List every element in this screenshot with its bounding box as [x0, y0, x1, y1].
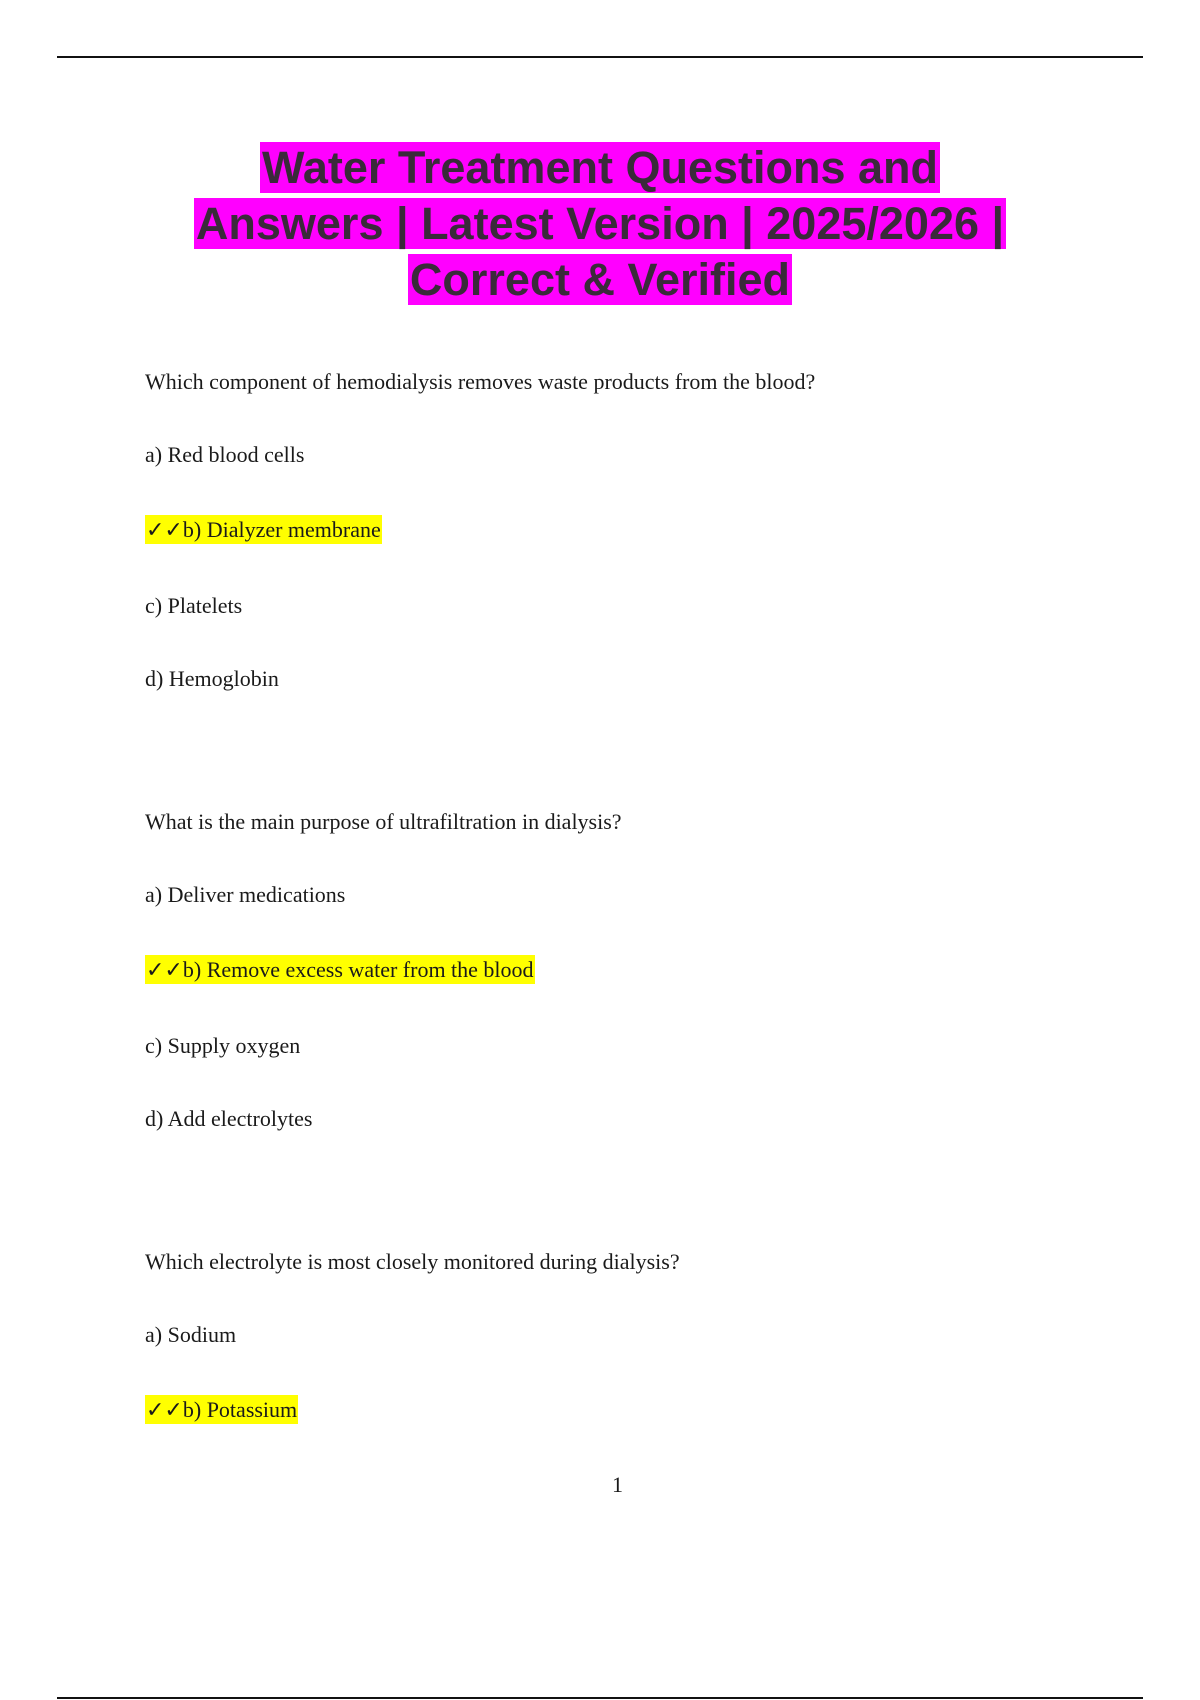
question-2-option-b — [145, 955, 535, 986]
correct-answer-highlight — [145, 515, 382, 544]
question-1-option-b — [145, 515, 382, 546]
answer-text: b) Potassium — [182, 1397, 298, 1422]
double-check-icon: ✓✓ — [146, 1398, 183, 1423]
question-1-option-a: a) Red blood cells — [145, 442, 305, 467]
correct-answer-highlight — [145, 1395, 298, 1424]
title-line-1: Water Treatment Questions and — [262, 142, 938, 193]
double-check-icon: ✓✓ — [146, 958, 183, 983]
header-rule — [57, 56, 1143, 58]
question-2-option-c: c) Supply oxygen — [145, 1033, 301, 1058]
footer-rule — [57, 1697, 1143, 1699]
question-1-option-c: c) Platelets — [145, 593, 243, 618]
question-2: What is the main purpose of ultrafiltration in dialysis? — [145, 809, 622, 834]
answer-text: b) Remove excess water from the blood — [182, 957, 534, 982]
question-3-option-b — [145, 1395, 298, 1426]
correct-answer-highlight — [145, 955, 535, 984]
question-3: Which electrolyte is most closely monitored during dialysis? — [145, 1249, 680, 1274]
question-1: Which component of hemodialysis removes waste products from the blood? — [145, 369, 816, 394]
title-line-3: Correct & Verified — [409, 254, 791, 305]
question-1-option-d: d) Hemoglobin — [145, 666, 279, 691]
question-2-option-d: d) Add electrolytes — [145, 1106, 313, 1131]
question-2-option-a: a) Deliver medications — [145, 882, 346, 907]
question-3-option-a: a) Sodium — [145, 1322, 237, 1347]
page-number: 1 — [612, 1472, 623, 1497]
answer-text: b) Dialyzer membrane — [182, 517, 381, 542]
document-title — [100, 140, 1100, 308]
double-check-icon: ✓✓ — [146, 518, 183, 543]
title-line-2: Answers | Latest Version | 2025/2026 | — [195, 198, 1005, 249]
